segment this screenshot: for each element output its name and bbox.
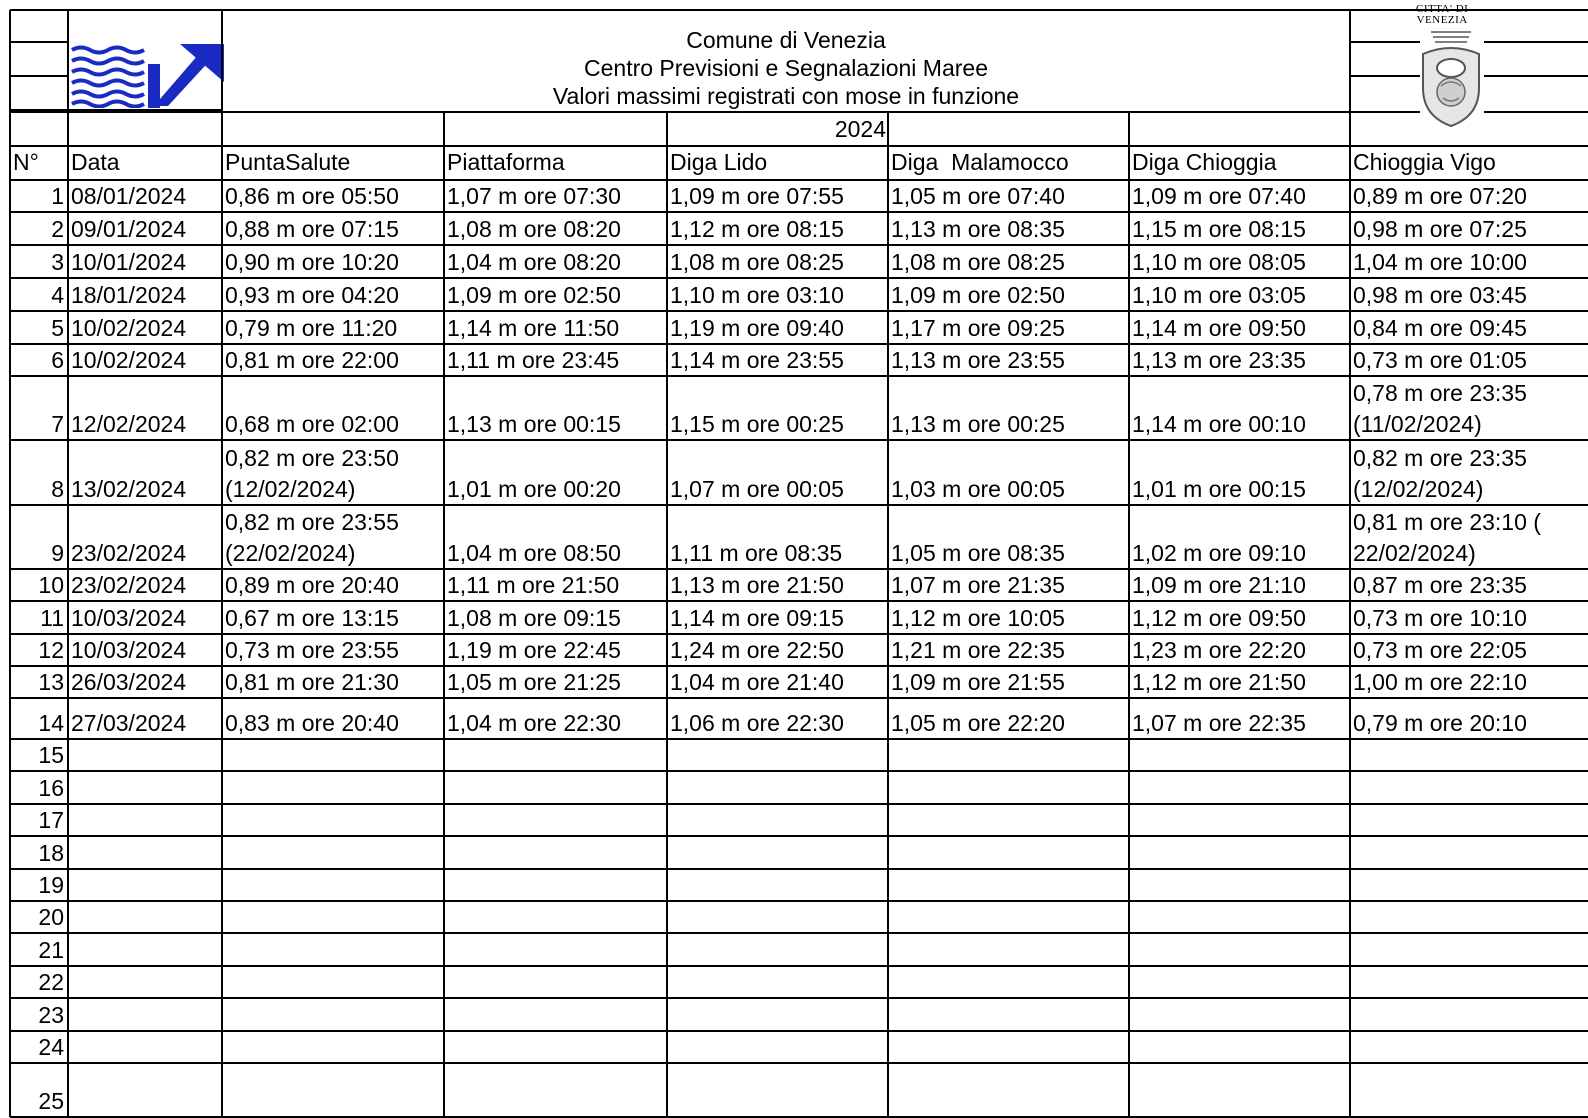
grid-border-top bbox=[10, 9, 1588, 11]
cell-value: 0,86 m ore 05:50 bbox=[225, 183, 399, 209]
cell-value: 1,07 m ore 22:35 bbox=[1132, 710, 1306, 736]
cell-value: 1,13 m ore 23:55 bbox=[891, 347, 1065, 373]
cell-value: 1,05 m ore 22:20 bbox=[891, 710, 1065, 736]
row-date: 13/02/2024 bbox=[71, 476, 187, 502]
header-subtitle: Centro Previsioni e Segnalazioni Maree bbox=[584, 55, 988, 81]
cell-value: 1,01 m ore 00:20 bbox=[447, 476, 621, 502]
cell-value: 1,23 m ore 22:20 bbox=[1132, 637, 1306, 663]
row-date: 26/03/2024 bbox=[71, 669, 187, 695]
cell-value: 0,73 m ore 01:05 bbox=[1353, 347, 1527, 373]
cell-value: 0,88 m ore 07:15 bbox=[225, 216, 399, 242]
row-number: 17 bbox=[38, 807, 64, 833]
cell-value: 1,05 m ore 21:25 bbox=[447, 669, 621, 695]
cell-value: 1,10 m ore 03:10 bbox=[670, 282, 844, 308]
row-number: 1 bbox=[51, 183, 64, 209]
cell-value: 0,87 m ore 23:35 bbox=[1353, 572, 1527, 598]
row-number: 14 bbox=[38, 710, 64, 736]
cell-value: 0,81 m ore 22:00 bbox=[225, 347, 399, 373]
grid-line bbox=[10, 343, 1588, 345]
grid-line bbox=[1484, 75, 1588, 77]
cell-value: 1,17 m ore 09:25 bbox=[891, 315, 1065, 341]
cell-value: 1,07 m ore 00:05 bbox=[670, 476, 844, 502]
grid-line bbox=[10, 965, 1588, 967]
grid-line bbox=[10, 179, 1588, 181]
cell-value: 1,13 m ore 00:25 bbox=[891, 411, 1065, 437]
column-header: N° bbox=[13, 149, 39, 175]
cell-value: 1,09 m ore 07:55 bbox=[670, 183, 844, 209]
row-number: 23 bbox=[38, 1002, 64, 1028]
grid-line bbox=[10, 697, 1588, 699]
row-number: 3 bbox=[51, 249, 64, 275]
cell-value: 0,82 m ore 23:50 bbox=[225, 445, 399, 471]
row-number: 22 bbox=[38, 969, 64, 995]
column-header: PuntaSalute bbox=[225, 149, 351, 175]
grid-line bbox=[10, 770, 1588, 772]
grid-line bbox=[10, 600, 1588, 602]
grid-line bbox=[10, 633, 1588, 635]
cell-value: 0,79 m ore 20:10 bbox=[1353, 710, 1527, 736]
grid-line bbox=[10, 665, 1588, 667]
cell-value: 0,82 m ore 23:35 bbox=[1353, 445, 1527, 471]
cell-value: 1,04 m ore 08:50 bbox=[447, 540, 621, 566]
row-number: 13 bbox=[38, 669, 64, 695]
grid-line bbox=[1484, 41, 1588, 43]
emblem-caption bbox=[1416, 4, 1468, 26]
cell-value: 1,10 m ore 08:05 bbox=[1132, 249, 1306, 275]
grid-line bbox=[10, 277, 1588, 279]
cell-value: 0,82 m ore 23:55 bbox=[225, 509, 399, 535]
row-number: 16 bbox=[38, 775, 64, 801]
cell-value: 1,11 m ore 08:35 bbox=[670, 540, 843, 566]
row-number: 11 bbox=[40, 605, 64, 631]
row-number: 4 bbox=[51, 282, 64, 308]
cell-value: 1,09 m ore 21:10 bbox=[1132, 572, 1306, 598]
cell-value: (12/02/2024) bbox=[1353, 476, 1484, 502]
cell-value: 1,08 m ore 08:25 bbox=[891, 249, 1065, 275]
row-date: 18/01/2024 bbox=[71, 282, 187, 308]
cell-value: 1,05 m ore 08:35 bbox=[891, 540, 1065, 566]
grid-line bbox=[10, 145, 1588, 147]
row-number: 8 bbox=[51, 476, 64, 502]
cell-value: 1,15 m ore 00:25 bbox=[670, 411, 844, 437]
row-date: 09/01/2024 bbox=[71, 216, 187, 242]
cell-value: (12/02/2024) bbox=[225, 476, 356, 502]
cell-value: 1,04 m ore 21:40 bbox=[670, 669, 844, 695]
cell-value: 0,84 m ore 09:45 bbox=[1353, 315, 1527, 341]
header-description: Valori massimi registrati con mose in funzione bbox=[552, 83, 1020, 109]
row-number: 10 bbox=[38, 572, 64, 598]
cell-value: 1,12 m ore 10:05 bbox=[891, 605, 1065, 631]
cell-value: 1,07 m ore 21:35 bbox=[891, 572, 1065, 598]
cell-value: 1,12 m ore 21:50 bbox=[1132, 669, 1306, 695]
grid-line bbox=[10, 835, 1588, 837]
cell-value: 22/02/2024) bbox=[1353, 540, 1476, 566]
cell-value: 1,07 m ore 07:30 bbox=[447, 183, 621, 209]
row-date: 10/03/2024 bbox=[71, 605, 187, 631]
grid-line bbox=[10, 75, 68, 77]
venice-lion-emblem-icon bbox=[1415, 28, 1487, 130]
cell-value: 1,10 m ore 03:05 bbox=[1132, 282, 1306, 308]
row-number: 5 bbox=[51, 315, 64, 341]
cell-value: 1,14 m ore 09:50 bbox=[1132, 315, 1306, 341]
cell-value: 1,14 m ore 09:15 bbox=[670, 605, 844, 631]
cell-value: 0,68 m ore 02:00 bbox=[225, 411, 399, 437]
grid-line bbox=[10, 310, 1588, 312]
cell-value: 1,01 m ore 00:15 bbox=[1132, 476, 1306, 502]
cell-value: 1,11 m ore 23:45 bbox=[447, 347, 620, 373]
row-date: 23/02/2024 bbox=[71, 540, 187, 566]
cell-value: 0,79 m ore 11:20 bbox=[225, 315, 398, 341]
cell-value: 0,78 m ore 23:35 bbox=[1353, 380, 1527, 406]
cell-value: 1,06 m ore 22:30 bbox=[670, 710, 844, 736]
grid-line bbox=[10, 1062, 1588, 1064]
grid-line bbox=[10, 211, 1588, 213]
cell-value: 1,12 m ore 08:15 bbox=[670, 216, 844, 242]
cell-value: 1,11 m ore 21:50 bbox=[447, 572, 620, 598]
cell-value: 1,02 m ore 09:10 bbox=[1132, 540, 1306, 566]
grid-line bbox=[1350, 75, 1420, 77]
column-header: Data bbox=[71, 149, 120, 175]
cell-value: 1,12 m ore 09:50 bbox=[1132, 605, 1306, 631]
cell-value: 1,09 m ore 02:50 bbox=[447, 282, 621, 308]
grid-line bbox=[10, 1030, 1588, 1032]
grid-line bbox=[10, 997, 1588, 999]
row-number: 2 bbox=[51, 216, 64, 242]
grid-line bbox=[10, 439, 1588, 441]
grid-line bbox=[67, 10, 69, 1117]
cell-value: 1,08 m ore 08:20 bbox=[447, 216, 621, 242]
cell-value: 1,09 m ore 07:40 bbox=[1132, 183, 1306, 209]
cell-value: 0,89 m ore 20:40 bbox=[225, 572, 399, 598]
row-number: 12 bbox=[38, 637, 64, 663]
cell-value: 1,09 m ore 21:55 bbox=[891, 669, 1065, 695]
cell-value: 0,73 m ore 10:10 bbox=[1353, 605, 1527, 631]
row-date: 27/03/2024 bbox=[71, 710, 187, 736]
row-date: 08/01/2024 bbox=[71, 183, 187, 209]
cell-value: 0,73 m ore 23:55 bbox=[225, 637, 399, 663]
cell-value: 1,24 m ore 22:50 bbox=[670, 637, 844, 663]
cell-value: 0,81 m ore 23:10 ( bbox=[1353, 509, 1541, 535]
grid-line bbox=[10, 868, 1588, 870]
row-number: 25 bbox=[38, 1088, 64, 1114]
emblem-caption-line-2: VENEZIA bbox=[1416, 14, 1468, 26]
grid-line bbox=[10, 504, 1588, 506]
row-number: 18 bbox=[38, 840, 64, 866]
grid-line bbox=[10, 738, 1588, 740]
cell-value: 1,13 m ore 23:35 bbox=[1132, 347, 1306, 373]
row-number: 9 bbox=[51, 540, 64, 566]
grid-line bbox=[10, 244, 1588, 246]
cell-value: 1,13 m ore 00:15 bbox=[447, 411, 621, 437]
column-header: Piattaforma bbox=[447, 149, 565, 175]
cell-value: 1,03 m ore 00:05 bbox=[891, 476, 1065, 502]
grid-line bbox=[221, 10, 223, 1117]
cell-value: 0,93 m ore 04:20 bbox=[225, 282, 399, 308]
cell-value: 1,09 m ore 02:50 bbox=[891, 282, 1065, 308]
cell-value: 1,04 m ore 22:30 bbox=[447, 710, 621, 736]
cell-value: (22/02/2024) bbox=[225, 540, 356, 566]
cell-value: 1,08 m ore 09:15 bbox=[447, 605, 621, 631]
grid-line bbox=[1349, 10, 1351, 1117]
cell-value: 1,15 m ore 08:15 bbox=[1132, 216, 1306, 242]
cell-value: 1,21 m ore 22:35 bbox=[891, 637, 1065, 663]
cell-value: 0,67 m ore 13:15 bbox=[225, 605, 399, 631]
cell-value: 0,98 m ore 03:45 bbox=[1353, 282, 1527, 308]
row-date: 10/01/2024 bbox=[71, 249, 187, 275]
cell-value: 0,89 m ore 07:20 bbox=[1353, 183, 1527, 209]
cell-value: 1,14 m ore 11:50 bbox=[447, 315, 620, 341]
row-date: 10/02/2024 bbox=[71, 315, 187, 341]
column-header: Diga Lido bbox=[670, 149, 768, 175]
cell-value: 1,04 m ore 10:00 bbox=[1353, 249, 1527, 275]
row-date: 23/02/2024 bbox=[71, 572, 187, 598]
grid-line bbox=[1484, 111, 1588, 113]
row-number: 7 bbox=[51, 411, 64, 437]
cell-value: 1,19 m ore 22:45 bbox=[447, 637, 621, 663]
cell-value: 0,90 m ore 10:20 bbox=[225, 249, 399, 275]
cell-value: 1,05 m ore 07:40 bbox=[891, 183, 1065, 209]
cell-value: 1,08 m ore 08:25 bbox=[670, 249, 844, 275]
year-cell: 2024 bbox=[834, 116, 886, 142]
row-date: 12/02/2024 bbox=[71, 411, 187, 437]
row-number: 6 bbox=[51, 347, 64, 373]
cell-value: 1,00 m ore 22:10 bbox=[1353, 669, 1527, 695]
grid-line bbox=[1350, 41, 1420, 43]
cell-value: 1,13 m ore 21:50 bbox=[670, 572, 844, 598]
grid-line bbox=[10, 375, 1588, 377]
cell-value: 1,19 m ore 09:40 bbox=[670, 315, 844, 341]
cell-value: 0,73 m ore 22:05 bbox=[1353, 637, 1527, 663]
column-header: Chioggia Vigo bbox=[1353, 149, 1496, 175]
grid-line bbox=[10, 803, 1588, 805]
grid-line bbox=[10, 900, 1588, 902]
grid-line bbox=[10, 932, 1588, 934]
cell-value: 0,81 m ore 21:30 bbox=[225, 669, 399, 695]
column-header: Diga Chioggia bbox=[1132, 149, 1277, 175]
cell-value: 1,14 m ore 23:55 bbox=[670, 347, 844, 373]
column-header: Diga Malamocco bbox=[891, 149, 1069, 175]
cell-value: 1,04 m ore 08:20 bbox=[447, 249, 621, 275]
row-number: 19 bbox=[38, 872, 64, 898]
row-date: 10/03/2024 bbox=[71, 637, 187, 663]
row-number: 21 bbox=[38, 937, 64, 963]
header-title: Comune di Venezia bbox=[686, 27, 886, 53]
row-date: 10/02/2024 bbox=[71, 347, 187, 373]
cell-value: 1,13 m ore 08:35 bbox=[891, 216, 1065, 242]
row-number: 24 bbox=[38, 1034, 64, 1060]
cell-value: (11/02/2024) bbox=[1353, 411, 1482, 437]
row-number: 15 bbox=[38, 742, 64, 768]
grid-line bbox=[10, 568, 1588, 570]
tide-centre-logo-icon bbox=[70, 42, 226, 108]
cell-value: 0,83 m ore 20:40 bbox=[225, 710, 399, 736]
grid-line bbox=[10, 41, 68, 43]
cell-value: 1,14 m ore 00:10 bbox=[1132, 411, 1306, 437]
row-number: 20 bbox=[38, 904, 64, 930]
cell-value: 0,98 m ore 07:25 bbox=[1353, 216, 1527, 242]
